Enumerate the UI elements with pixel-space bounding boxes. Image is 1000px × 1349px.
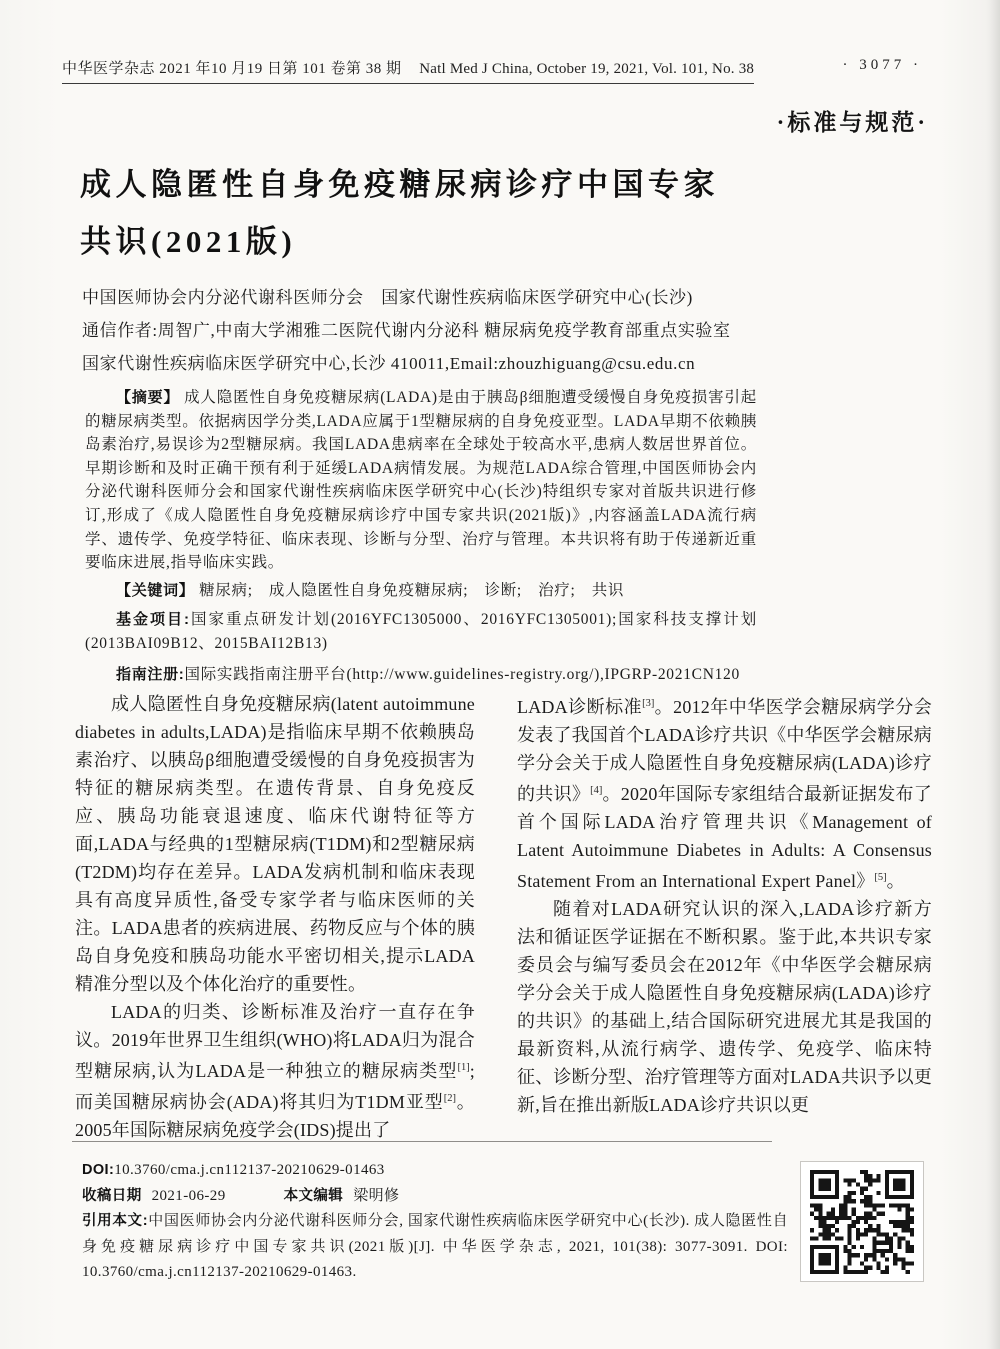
funding-text: 国家重点研发计划(2016YFC1305000、2016YFC1305001);国家科技支撑计划(2013BAI09B12、2015BAI12B13) [85, 611, 757, 652]
abstract [85, 386, 757, 575]
received-editor-line [82, 1184, 788, 1210]
funding [85, 608, 757, 655]
reference-superscript: [2] [443, 1093, 457, 1104]
keywords [85, 579, 757, 603]
affiliation: 中国医师协会内分泌代谢科医师分会 国家代谢性疾病临床医学研究中心(长沙) [82, 288, 693, 307]
editor-label: 本文编辑 [283, 1187, 344, 1204]
body-paragraph: LADA诊断标准[3]。2012年中华医学会糖尿病学分会发表了我国首个LADA诊疗共识《中华医学会糖尿病学分会关于成人隐匿性自身免疫糖尿病(LADA)诊疗的共识》[4]。2020年国际专家组结合最新证据发布了首个国际LADA治疗管理共识《Management of Latent Autoimmune Diabetes in Adults: A Consensus Statement From an International Expert Panel》[5]。 [517, 697, 932, 891]
running-header [62, 57, 940, 84]
registration-label: 指南注册: [116, 665, 185, 683]
body-columns [75, 690, 932, 1144]
body-paragraph: LADA的归类、诊断标准及治疗一直存在争议。2019年世界卫生组织(WHO)将LADA归为混合型糖尿病,认为LADA是一种独立的糖尿病类型[1];而美国糖尿病协会(ADA)将其归为T1DM亚型[2]。2005年国际糖尿病免疫学会(IDS)提出了 [75, 1002, 475, 1140]
front-matter [85, 386, 757, 686]
reference-superscript: [3] [642, 698, 655, 709]
section-label: ·标准与规范· [776, 110, 928, 135]
citation-text: 中国医师协会内分泌代谢科医师分会, 国家代谢性疾病临床医学研究中心(长沙). 成人隐匿性自身免疫糖尿病诊疗中国专家共识(2021版)[J]. 中华医学杂志, 2021, 101(38): 3077-3091. DOI: 10.3760/cma.j.cn112137-20210629-01463. [82, 1213, 788, 1280]
citation-label: 引用本文: [82, 1213, 148, 1229]
keywords-text: 糖尿病; 成人隐匿性自身免疫糖尿病; 诊断; 治疗; 共识 [194, 581, 625, 599]
reference-superscript: [1] [457, 1062, 470, 1073]
citation-line [82, 1209, 788, 1286]
keywords-label: 【关键词】 [116, 581, 195, 599]
received-date: 2021-06-29 [151, 1187, 226, 1204]
qr-code [800, 1161, 924, 1282]
registration-text: 国际实践指南注册平台(http://www.guidelines-registry.org/),IPGRP-2021CN120 [184, 665, 740, 683]
doi-label: DOI: [82, 1162, 115, 1178]
editor-name: 梁明修 [353, 1187, 400, 1204]
footer-block [82, 1158, 788, 1286]
doi-line [82, 1158, 788, 1184]
guideline-registration [85, 663, 757, 687]
received-label: 收稿日期 [82, 1187, 142, 1204]
footnote-divider [72, 1141, 772, 1142]
doi-value: 10.3760/cma.j.cn112137-20210629-01463 [114, 1162, 385, 1178]
author-block [82, 281, 740, 380]
journal-title-cn: 中华医学杂志 2021 年10 月19 日第 101 卷第 38 期 [62, 61, 402, 77]
page-number: · 3077 · [842, 57, 922, 73]
scan-edge-shadow [986, 0, 1000, 1349]
funding-label: 基金项目: [116, 611, 190, 629]
journal-info [62, 57, 754, 84]
abstract-label: 【摘要】 [116, 389, 180, 406]
journal-title-en: Natl Med J China, October 19, 2021, Vol. 101, No. 38 [419, 61, 755, 77]
left-column [75, 690, 475, 1144]
body-paragraph: 成人隐匿性自身免疫糖尿病(latent autoimmune diabetes in adults,LADA)是指临床早期不依赖胰岛素治疗、以胰岛β细胞遭受缓慢的自身免疫损害为特征的糖尿病类型。在遗传背景、自身免疫反应、胰岛功能衰退速度、临床代谢特征等方面,LADA与经典的1型糖尿病(T1DM)和2型糖尿病(T2DM)均存在差异。LADA发病机制和临床表现具有高度异质性,备受专家学者与临床医师的关注。LADA患者的疾病进展、药物反应与个体的胰岛自身免疫和胰岛功能水平密切相关,提示LADA精准分型以及个体化治疗的重要性。 [75, 694, 475, 994]
correspondence: 通信作者:周智广,中南大学湘雅二医院代谢内分泌科 糖尿病免疫学教育部重点实验室 国家代谢性疾病临床医学研究中心,长沙 410011,Email:zhouzhiguang@csu.edu.cn [82, 321, 731, 373]
reference-superscript: [5] [874, 872, 887, 883]
qr-code-image [810, 1170, 914, 1274]
abstract-text: 成人隐匿性自身免疫糖尿病(LADA)是由于胰岛β细胞遭受缓慢自身免疫损害引起的糖尿病类型。依据病因学分类,LADA应属于1型糖尿病的自身免疫亚型。LADA早期不依赖胰岛素治疗,易误诊为2型糖尿病。我国LADA患病率在全球处于较高水平,患病人数居世界首位。早期诊断和及时正确干预有利于延缓LADA病情发展。为规范LADA综合管理,中国医师协会内分泌代谢科医师分会和国家代谢性疾病临床医学研究中心(长沙)特组织专家对首版共识进行修订,形成了《成人隐匿性自身免疫糖尿病诊疗中国专家共识(2021版)》,内容涵盖LADA流行病学、遗传学、免疫学特征、临床表现、诊断与分型、治疗与管理。本共识将有助于传递新近重要临床进展,指导临床实践。 [85, 389, 757, 572]
right-column [517, 690, 932, 1144]
body-paragraph: 随着对LADA研究认识的深入,LADA诊疗新方法和循证医学证据在不断积累。鉴于此,本共识专家委员会与编写委员会在2012年《中华医学会糖尿病学分会关于成人隐匿性自身免疫糖尿病(LADA)诊疗的共识》的基础上,结合国际研究进展尤其是我国的最新资料,从流行病学、遗传学、免疫学、临床特征、诊断分型、治疗管理等方面对LADA共识予以更新,旨在推出新版LADA诊疗共识以更 [517, 899, 932, 1115]
article-title: 成人隐匿性自身免疫糖尿病诊疗中国专家共识(2021版) [80, 167, 719, 259]
reference-superscript: [4] [590, 785, 603, 796]
